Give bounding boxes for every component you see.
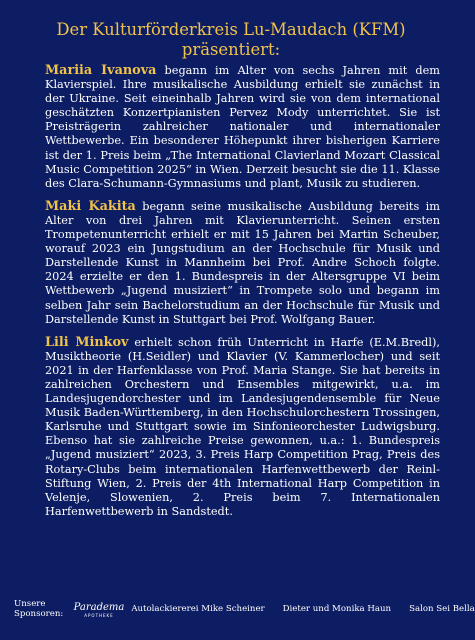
title-line-2: präsentiert: (181, 40, 281, 59)
logo-wordmark: Paradema (73, 602, 125, 613)
logo-subtext: APOTHEKE (84, 613, 115, 618)
artist-bio-3 (45, 336, 440, 519)
page-title (22, 20, 440, 60)
artist-text-1: begann im Alter von sechs Jahren mit dem Klavierspiel. Ihre musikalische Ausbildung erhielt sie zunächst in der Ukraine. Seit eineinhalb Jahren wird sie von dem international geschätzten Konzertpianisten Pervez Mody unterrichtet. Sie ist Preisträgerin zahlreicher nationaler und internationaler Wettbewerbe. Ein besonderer Höhepunkt ihrer bisherigen Karriere ist der 1. Preis beim „The International Clavierland Mozart Classical Music Competition 2025“ in Wien. Derzeit besucht sie die 11. Klasse des Clara-Schumann-Gymnasiums und plant, Musik zu studieren. (45, 64, 441, 190)
pharmacy-logo-icon (75, 598, 123, 620)
artist-text-2: begann seine musikalische Ausbildung bereits im Alter von drei Jahren mit Klavierunterricht. Seinen ersten Trompetenunterricht erhielt er mit 15 Jahren bei Martin Scheuber, worauf 2023 ein Jungstudium an der Hochschule für Musik und Darstellende Kunst in Mannheim bei Prof. Andre Schoch folgte. 2024 erzielte er den 1. Bundespreis in der Altersgruppe VI beim Wettbewerb „Jugend musiziert“ in Trompete solo und begann im selben Jahr sein Bachelorstudium an der Hochschule für Musik und Darstellende Kunst in Stuttgart bei Prof. Wolfgang Bauer. (45, 199, 440, 326)
artist-bio-2 (45, 200, 440, 327)
sponsors-label: Unsere Sponsoren: (14, 599, 64, 619)
pharmacy-logo (75, 598, 123, 620)
sponsor-1: Autolackiererei Mike Scheiner (131, 604, 265, 614)
title-line-1: Der Kulturförderkreis Lu-Maudach (KFM) (56, 20, 406, 39)
sponsor-2: Dieter und Monika Haun (282, 604, 392, 614)
artist-name-1: Mariia Ivanova (45, 63, 157, 78)
artist-name-2: Maki Kakita (45, 198, 136, 214)
artist-text-3: erhielt schon früh Unterricht in Harfe (E.M.Bredl), Musiktheorie (H.Seidler) und Klavier (V. Kammerlocher) und seit 2021 in der Harfenklasse von Prof. Maria Stange. Sie hat bereits in zahlreichen Orchestern und Ensembles mitgewirkt, u.a. im Landesjugendorchester und im Landesjugendensemble für Neue Musik Baden-Württemberg, in den Hochschulorchestern Trossingen, Karlsruhe und Stuttgart sowie im Sinfonieorchester Ludwigsburg. Ebenso hat sie zahlreiche Preise gewonnen, u.a.: 1. Bundespreis „Jugend musiziert“ 2023, 3. Preis Harp Competition Prag, Preis des Rotary-Clubs beim internationalen Harfenwettbewerb der Reinl-Stiftung Wien, 2. Preis der 4th International Harp Competition in Velenje, Slowenien, 2. Preis beim 7. Internationalen Harfenwettbewerb in Sandstedt. (45, 335, 440, 518)
sponsor-footer (14, 598, 475, 620)
artist-name-3: Lili Minkov (45, 334, 129, 350)
sponsor-3: Salon Sei Bella (409, 604, 475, 614)
artist-bio-1 (45, 64, 440, 191)
